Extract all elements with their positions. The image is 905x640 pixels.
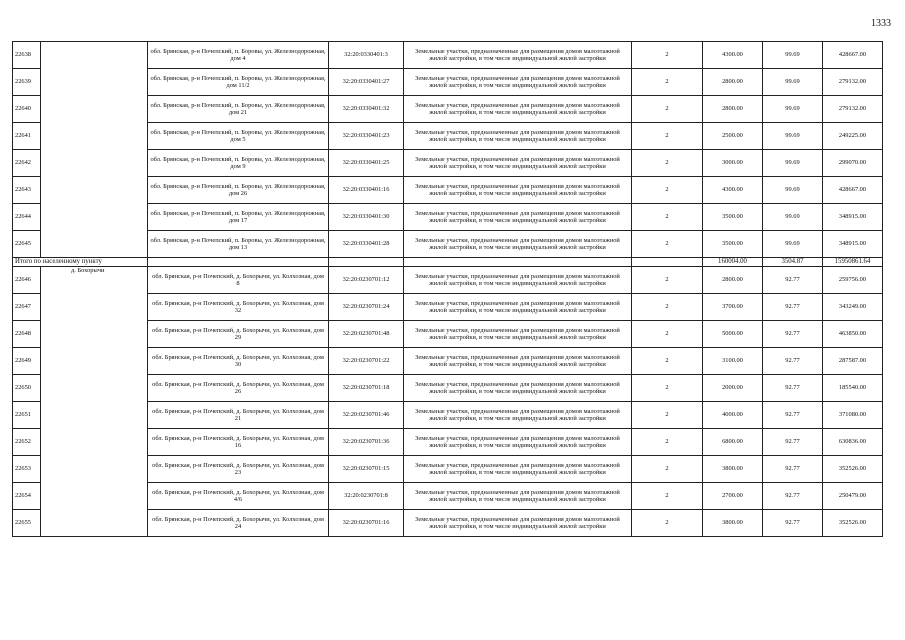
- address-cell: обл. Брянская, р-н Почепский, п. Боровы, ул. Железнодорожная, дом 26: [148, 177, 329, 204]
- row-id: 22644: [13, 204, 41, 231]
- total-row: [13, 258, 883, 267]
- unit-price-cell: 92.77: [763, 294, 823, 321]
- cadastral-number-cell: 32:20:0230701:15: [329, 456, 404, 483]
- row-id: 22641: [13, 123, 41, 150]
- settlement-cell: [41, 42, 148, 258]
- area-cell: 3700.00: [703, 294, 763, 321]
- address-cell: обл. Брянская, р-н Почепский, д. Бохорычи, ул. Колхозная, дом 30: [148, 348, 329, 375]
- category-cell: 2: [632, 267, 703, 294]
- category-cell: 2: [632, 429, 703, 456]
- category-cell: 2: [632, 375, 703, 402]
- address-cell: обл. Брянская, р-н Почепский, п. Боровы, ул. Железнодорожная, дом 13: [148, 231, 329, 258]
- cadastral-number-cell: 32:20:0230701:48: [329, 321, 404, 348]
- cadastral-cost-cell: 343249.00: [823, 294, 883, 321]
- total-empty-cadastral: [329, 258, 404, 267]
- permitted-use-cell: Земельные участки, предназначенные для размещения домов малоэтажной жилой застройки, в том числе индивидуальной жилой застройки: [404, 510, 632, 537]
- cadastral-cost-cell: 428667.00: [823, 177, 883, 204]
- unit-price-cell: 99.69: [763, 204, 823, 231]
- area-cell: 3500.00: [703, 231, 763, 258]
- unit-price-cell: 92.77: [763, 321, 823, 348]
- address-cell: обл. Брянская, р-н Почепский, п. Боровы, ул. Железнодорожная, дом 5: [148, 123, 329, 150]
- permitted-use-cell: Земельные участки, предназначенные для размещения домов малоэтажной жилой застройки, в том числе индивидуальной жилой застройки: [404, 294, 632, 321]
- cadastral-number-cell: 32:20:0230701:16: [329, 510, 404, 537]
- permitted-use-cell: Земельные участки, предназначенные для размещения домов малоэтажной жилой застройки, в том числе индивидуальной жилой застройки: [404, 231, 632, 258]
- area-cell: 2800.00: [703, 69, 763, 96]
- cadastral-cost-cell: 299070.00: [823, 150, 883, 177]
- category-cell: 2: [632, 42, 703, 69]
- permitted-use-cell: Земельные участки, предназначенные для размещения домов малоэтажной жилой застройки, в том числе индивидуальной жилой застройки: [404, 177, 632, 204]
- unit-price-cell: 99.69: [763, 177, 823, 204]
- page-number: 1333: [871, 18, 891, 29]
- area-cell: 2000.00: [703, 375, 763, 402]
- address-cell: обл. Брянская, р-н Почепский, д. Бохорычи, ул. Колхозная, дом 24: [148, 510, 329, 537]
- cadastral-number-cell: 32:20:0330401:23: [329, 123, 404, 150]
- cadastral-cost-cell: 371080.00: [823, 402, 883, 429]
- row-id: 22643: [13, 177, 41, 204]
- table-row: [13, 267, 883, 294]
- unit-price-cell: 92.77: [763, 483, 823, 510]
- cadastral-cost-cell: 352526.00: [823, 510, 883, 537]
- cadastral-cost-cell: 249225.00: [823, 123, 883, 150]
- area-cell: 6800.00: [703, 429, 763, 456]
- cadastral-number-cell: 32:20:0230701:22: [329, 348, 404, 375]
- cadastral-number-cell: 32:20:0230701:24: [329, 294, 404, 321]
- cadastral-number-cell: 32:20:0330401:32: [329, 96, 404, 123]
- cadastral-number-cell: 32:20:0330401:30: [329, 204, 404, 231]
- address-cell: обл. Брянская, р-н Почепский, д. Бохорычи, ул. Колхозная, дом 32: [148, 294, 329, 321]
- permitted-use-cell: Земельные участки, предназначенные для размещения домов малоэтажной жилой застройки, в том числе индивидуальной жилой застройки: [404, 96, 632, 123]
- cadastral-cost-cell: 463850.00: [823, 321, 883, 348]
- category-cell: 2: [632, 123, 703, 150]
- category-cell: 2: [632, 348, 703, 375]
- cadastral-cost-cell: 428667.00: [823, 42, 883, 69]
- cadastral-cost-cell: 348915.00: [823, 204, 883, 231]
- row-id: 22651: [13, 402, 41, 429]
- area-cell: 2500.00: [703, 123, 763, 150]
- unit-price-cell: 99.69: [763, 69, 823, 96]
- unit-price-cell: 99.69: [763, 150, 823, 177]
- table-body-bokhorychi: [13, 267, 883, 537]
- total-area: 160004.00: [703, 258, 763, 267]
- permitted-use-cell: Земельные участки, предназначенные для размещения домов малоэтажной жилой застройки, в том числе индивидуальной жилой застройки: [404, 204, 632, 231]
- permitted-use-cell: Земельные участки, предназначенные для размещения домов малоэтажной жилой застройки, в том числе индивидуальной жилой застройки: [404, 42, 632, 69]
- row-id: 22648: [13, 321, 41, 348]
- category-cell: 2: [632, 177, 703, 204]
- cadastral-cost-cell: 279132.00: [823, 69, 883, 96]
- row-id: 22640: [13, 96, 41, 123]
- area-cell: 2800.00: [703, 267, 763, 294]
- cadastral-cost-cell: 250479.00: [823, 483, 883, 510]
- row-id: 22647: [13, 294, 41, 321]
- unit-price-cell: 92.77: [763, 510, 823, 537]
- permitted-use-cell: Земельные участки, предназначенные для размещения домов малоэтажной жилой застройки, в том числе индивидуальной жилой застройки: [404, 456, 632, 483]
- permitted-use-cell: Земельные участки, предназначенные для размещения домов малоэтажной жилой застройки, в том числе индивидуальной жилой застройки: [404, 321, 632, 348]
- unit-price-cell: 92.77: [763, 402, 823, 429]
- unit-price-cell: 99.69: [763, 123, 823, 150]
- category-cell: 2: [632, 402, 703, 429]
- total-empty-address: [148, 258, 329, 267]
- address-cell: обл. Брянская, р-н Почепский, п. Боровы, ул. Железнодорожная, дом 17: [148, 204, 329, 231]
- row-id: 22645: [13, 231, 41, 258]
- address-cell: обл. Брянская, р-н Почепский, п. Боровы, ул. Железнодорожная, дом 11/2: [148, 69, 329, 96]
- cadastral-number-cell: 32:20:0230701:12: [329, 267, 404, 294]
- address-cell: обл. Брянская, р-н Почепский, п. Боровы, ул. Железнодорожная, дом 21: [148, 96, 329, 123]
- total-empty-category: [632, 258, 703, 267]
- cadastral-cost-cell: 348915.00: [823, 231, 883, 258]
- unit-price-cell: 99.69: [763, 231, 823, 258]
- category-cell: 2: [632, 510, 703, 537]
- category-cell: 2: [632, 294, 703, 321]
- table-body-boroyy: [13, 42, 883, 258]
- area-cell: 2800.00: [703, 96, 763, 123]
- cadastral-cost-cell: 259756.00: [823, 267, 883, 294]
- permitted-use-cell: Земельные участки, предназначенные для размещения домов малоэтажной жилой застройки, в том числе индивидуальной жилой застройки: [404, 348, 632, 375]
- row-id: 22646: [13, 267, 41, 294]
- area-cell: 2700.00: [703, 483, 763, 510]
- cadastral-number-cell: 32:20:0230701:36: [329, 429, 404, 456]
- cadastral-cost-cell: 279132.00: [823, 96, 883, 123]
- area-cell: 5000.00: [703, 321, 763, 348]
- address-cell: обл. Брянская, р-н Почепский, д. Бохорычи, ул. Колхозная, дом 21: [148, 402, 329, 429]
- cadastral-number-cell: 32:20:0230701:18: [329, 375, 404, 402]
- category-cell: 2: [632, 69, 703, 96]
- address-cell: обл. Брянская, р-н Почепский, д. Бохорычи, ул. Колхозная, дом 8: [148, 267, 329, 294]
- row-id: 22642: [13, 150, 41, 177]
- category-cell: 2: [632, 96, 703, 123]
- permitted-use-cell: Земельные участки, предназначенные для размещения домов малоэтажной жилой застройки, в том числе индивидуальной жилой застройки: [404, 483, 632, 510]
- area-cell: 3500.00: [703, 204, 763, 231]
- cadastral-cost-cell: 630836.00: [823, 429, 883, 456]
- total-cost: 15950861.64: [823, 258, 883, 267]
- row-id: 22652: [13, 429, 41, 456]
- address-cell: обл. Брянская, р-н Почепский, д. Бохорычи, ул. Колхозная, дом 4/6: [148, 483, 329, 510]
- unit-price-cell: 92.77: [763, 429, 823, 456]
- category-cell: 2: [632, 456, 703, 483]
- address-cell: обл. Брянская, р-н Почепский, д. Бохорычи, ул. Колхозная, дом 26: [148, 375, 329, 402]
- cadastral-number-cell: 32:20:0230701:8: [329, 483, 404, 510]
- permitted-use-cell: Земельные участки, предназначенные для размещения домов малоэтажной жилой застройки, в том числе индивидуальной жилой застройки: [404, 402, 632, 429]
- category-cell: 2: [632, 150, 703, 177]
- row-id: 22653: [13, 456, 41, 483]
- cadastral-cost-cell: 352526.00: [823, 456, 883, 483]
- cadastral-number-cell: 32:20:0330401:25: [329, 150, 404, 177]
- unit-price-cell: 92.77: [763, 456, 823, 483]
- area-cell: 4000.00: [703, 402, 763, 429]
- settlement-cell: [41, 267, 148, 537]
- area-cell: 3100.00: [703, 348, 763, 375]
- land-register-table: [12, 41, 883, 537]
- area-cell: 4300.00: [703, 42, 763, 69]
- unit-price-cell: 92.77: [763, 348, 823, 375]
- settlement-name: д. Бохорычи: [71, 267, 105, 274]
- unit-price-cell: 99.69: [763, 96, 823, 123]
- cadastral-number-cell: 32:20:0330401:28: [329, 231, 404, 258]
- unit-price-cell: 92.77: [763, 267, 823, 294]
- cadastral-number-cell: 32:20:0330401:27: [329, 69, 404, 96]
- row-id: 22638: [13, 42, 41, 69]
- address-cell: обл. Брянская, р-н Почепский, д. Бохорычи, ул. Колхозная, дом 29: [148, 321, 329, 348]
- address-cell: обл. Брянская, р-н Почепский, д. Бохорычи, ул. Колхозная, дом 16: [148, 429, 329, 456]
- row-id: 22649: [13, 348, 41, 375]
- category-cell: 2: [632, 321, 703, 348]
- row-id: 22655: [13, 510, 41, 537]
- permitted-use-cell: Земельные участки, предназначенные для размещения домов малоэтажной жилой застройки, в том числе индивидуальной жилой застройки: [404, 123, 632, 150]
- area-cell: 3800.00: [703, 510, 763, 537]
- cadastral-number-cell: 32:20:0330401:3: [329, 42, 404, 69]
- address-cell: обл. Брянская, р-н Почепский, п. Боровы, ул. Железнодорожная, дом 9: [148, 150, 329, 177]
- cadastral-cost-cell: 287587.00: [823, 348, 883, 375]
- category-cell: 2: [632, 204, 703, 231]
- table-row: [13, 42, 883, 69]
- total-body: [13, 258, 883, 267]
- permitted-use-cell: Земельные участки, предназначенные для размещения домов малоэтажной жилой застройки, в том числе индивидуальной жилой застройки: [404, 375, 632, 402]
- permitted-use-cell: Земельные участки, предназначенные для размещения домов малоэтажной жилой застройки, в том числе индивидуальной жилой застройки: [404, 267, 632, 294]
- unit-price-cell: 92.77: [763, 375, 823, 402]
- permitted-use-cell: Земельные участки, предназначенные для размещения домов малоэтажной жилой застройки, в том числе индивидуальной жилой застройки: [404, 429, 632, 456]
- area-cell: 3000.00: [703, 150, 763, 177]
- total-price: 3504.87: [763, 258, 823, 267]
- row-id: 22639: [13, 69, 41, 96]
- unit-price-cell: 99.69: [763, 42, 823, 69]
- total-label: Итого по населенному пункту: [13, 258, 148, 267]
- row-id: 22650: [13, 375, 41, 402]
- permitted-use-cell: Земельные участки, предназначенные для размещения домов малоэтажной жилой застройки, в том числе индивидуальной жилой застройки: [404, 69, 632, 96]
- permitted-use-cell: Земельные участки, предназначенные для размещения домов малоэтажной жилой застройки, в том числе индивидуальной жилой застройки: [404, 150, 632, 177]
- cadastral-number-cell: 32:20:0230701:46: [329, 402, 404, 429]
- category-cell: 2: [632, 483, 703, 510]
- category-cell: 2: [632, 231, 703, 258]
- row-id: 22654: [13, 483, 41, 510]
- total-empty-use: [404, 258, 632, 267]
- cadastral-cost-cell: 185540.00: [823, 375, 883, 402]
- cadastral-number-cell: 32:20:0330401:16: [329, 177, 404, 204]
- area-cell: 3800.00: [703, 456, 763, 483]
- address-cell: обл. Брянская, р-н Почепский, д. Бохорычи, ул. Колхозная, дом 23: [148, 456, 329, 483]
- address-cell: обл. Брянская, р-н Почепский, п. Боровы, ул. Железнодорожная, дом 4: [148, 42, 329, 69]
- area-cell: 4300.00: [703, 177, 763, 204]
